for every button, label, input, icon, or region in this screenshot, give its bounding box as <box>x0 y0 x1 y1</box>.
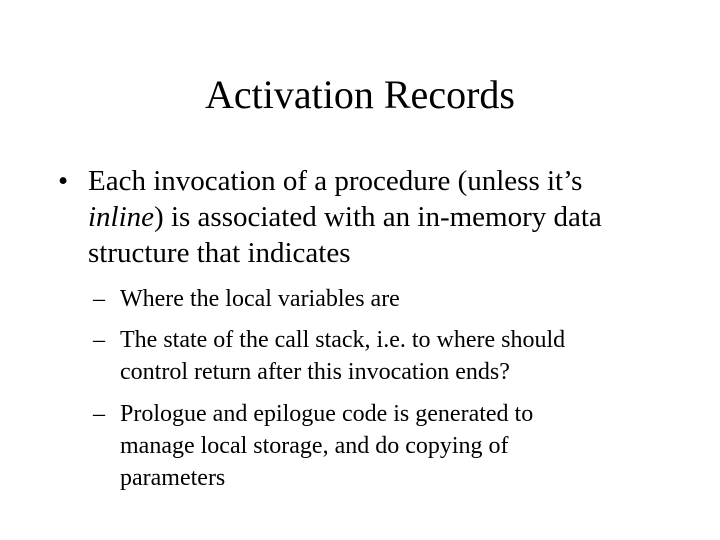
inline-term: inline <box>88 201 155 233</box>
sub-bullet-line: parameters <box>120 465 226 491</box>
sub-bullet-text <box>93 398 693 494</box>
sub-bullet-text <box>93 324 693 388</box>
sub-bullet-line: Prologue and epilogue code is generated to <box>120 401 534 427</box>
sub-bullet-marker: – <box>93 286 105 312</box>
sub-bullet-line: manage local storage, and do copying of <box>120 433 509 459</box>
main-bullet-text <box>58 163 698 271</box>
sub-bullet-line: Where the local variables are <box>120 286 400 312</box>
sub-bullet-call-stack <box>93 324 693 388</box>
sub-bullet-prologue-epilogue <box>93 398 693 494</box>
sub-bullet-line: control return after this invocation ends? <box>120 359 510 385</box>
sub-bullet-marker: – <box>93 327 105 353</box>
sub-bullet-local-variables <box>93 283 693 315</box>
main-bullet <box>58 163 698 271</box>
main-bullet-line-2 <box>88 199 698 235</box>
main-bullet-line-2-rest: ) is associated with an in-memory data <box>154 201 602 233</box>
sub-bullet-text <box>93 283 693 315</box>
slide-title: Activation Records <box>205 72 515 117</box>
main-bullet-line-3: structure that indicates <box>88 237 351 269</box>
sub-bullet-marker: – <box>93 401 105 427</box>
main-bullet-line-1: Each invocation of a procedure (unless it’s <box>88 165 583 197</box>
sub-bullet-line: The state of the call stack, i.e. to where should <box>120 327 566 353</box>
bullet-marker: • <box>58 165 69 197</box>
